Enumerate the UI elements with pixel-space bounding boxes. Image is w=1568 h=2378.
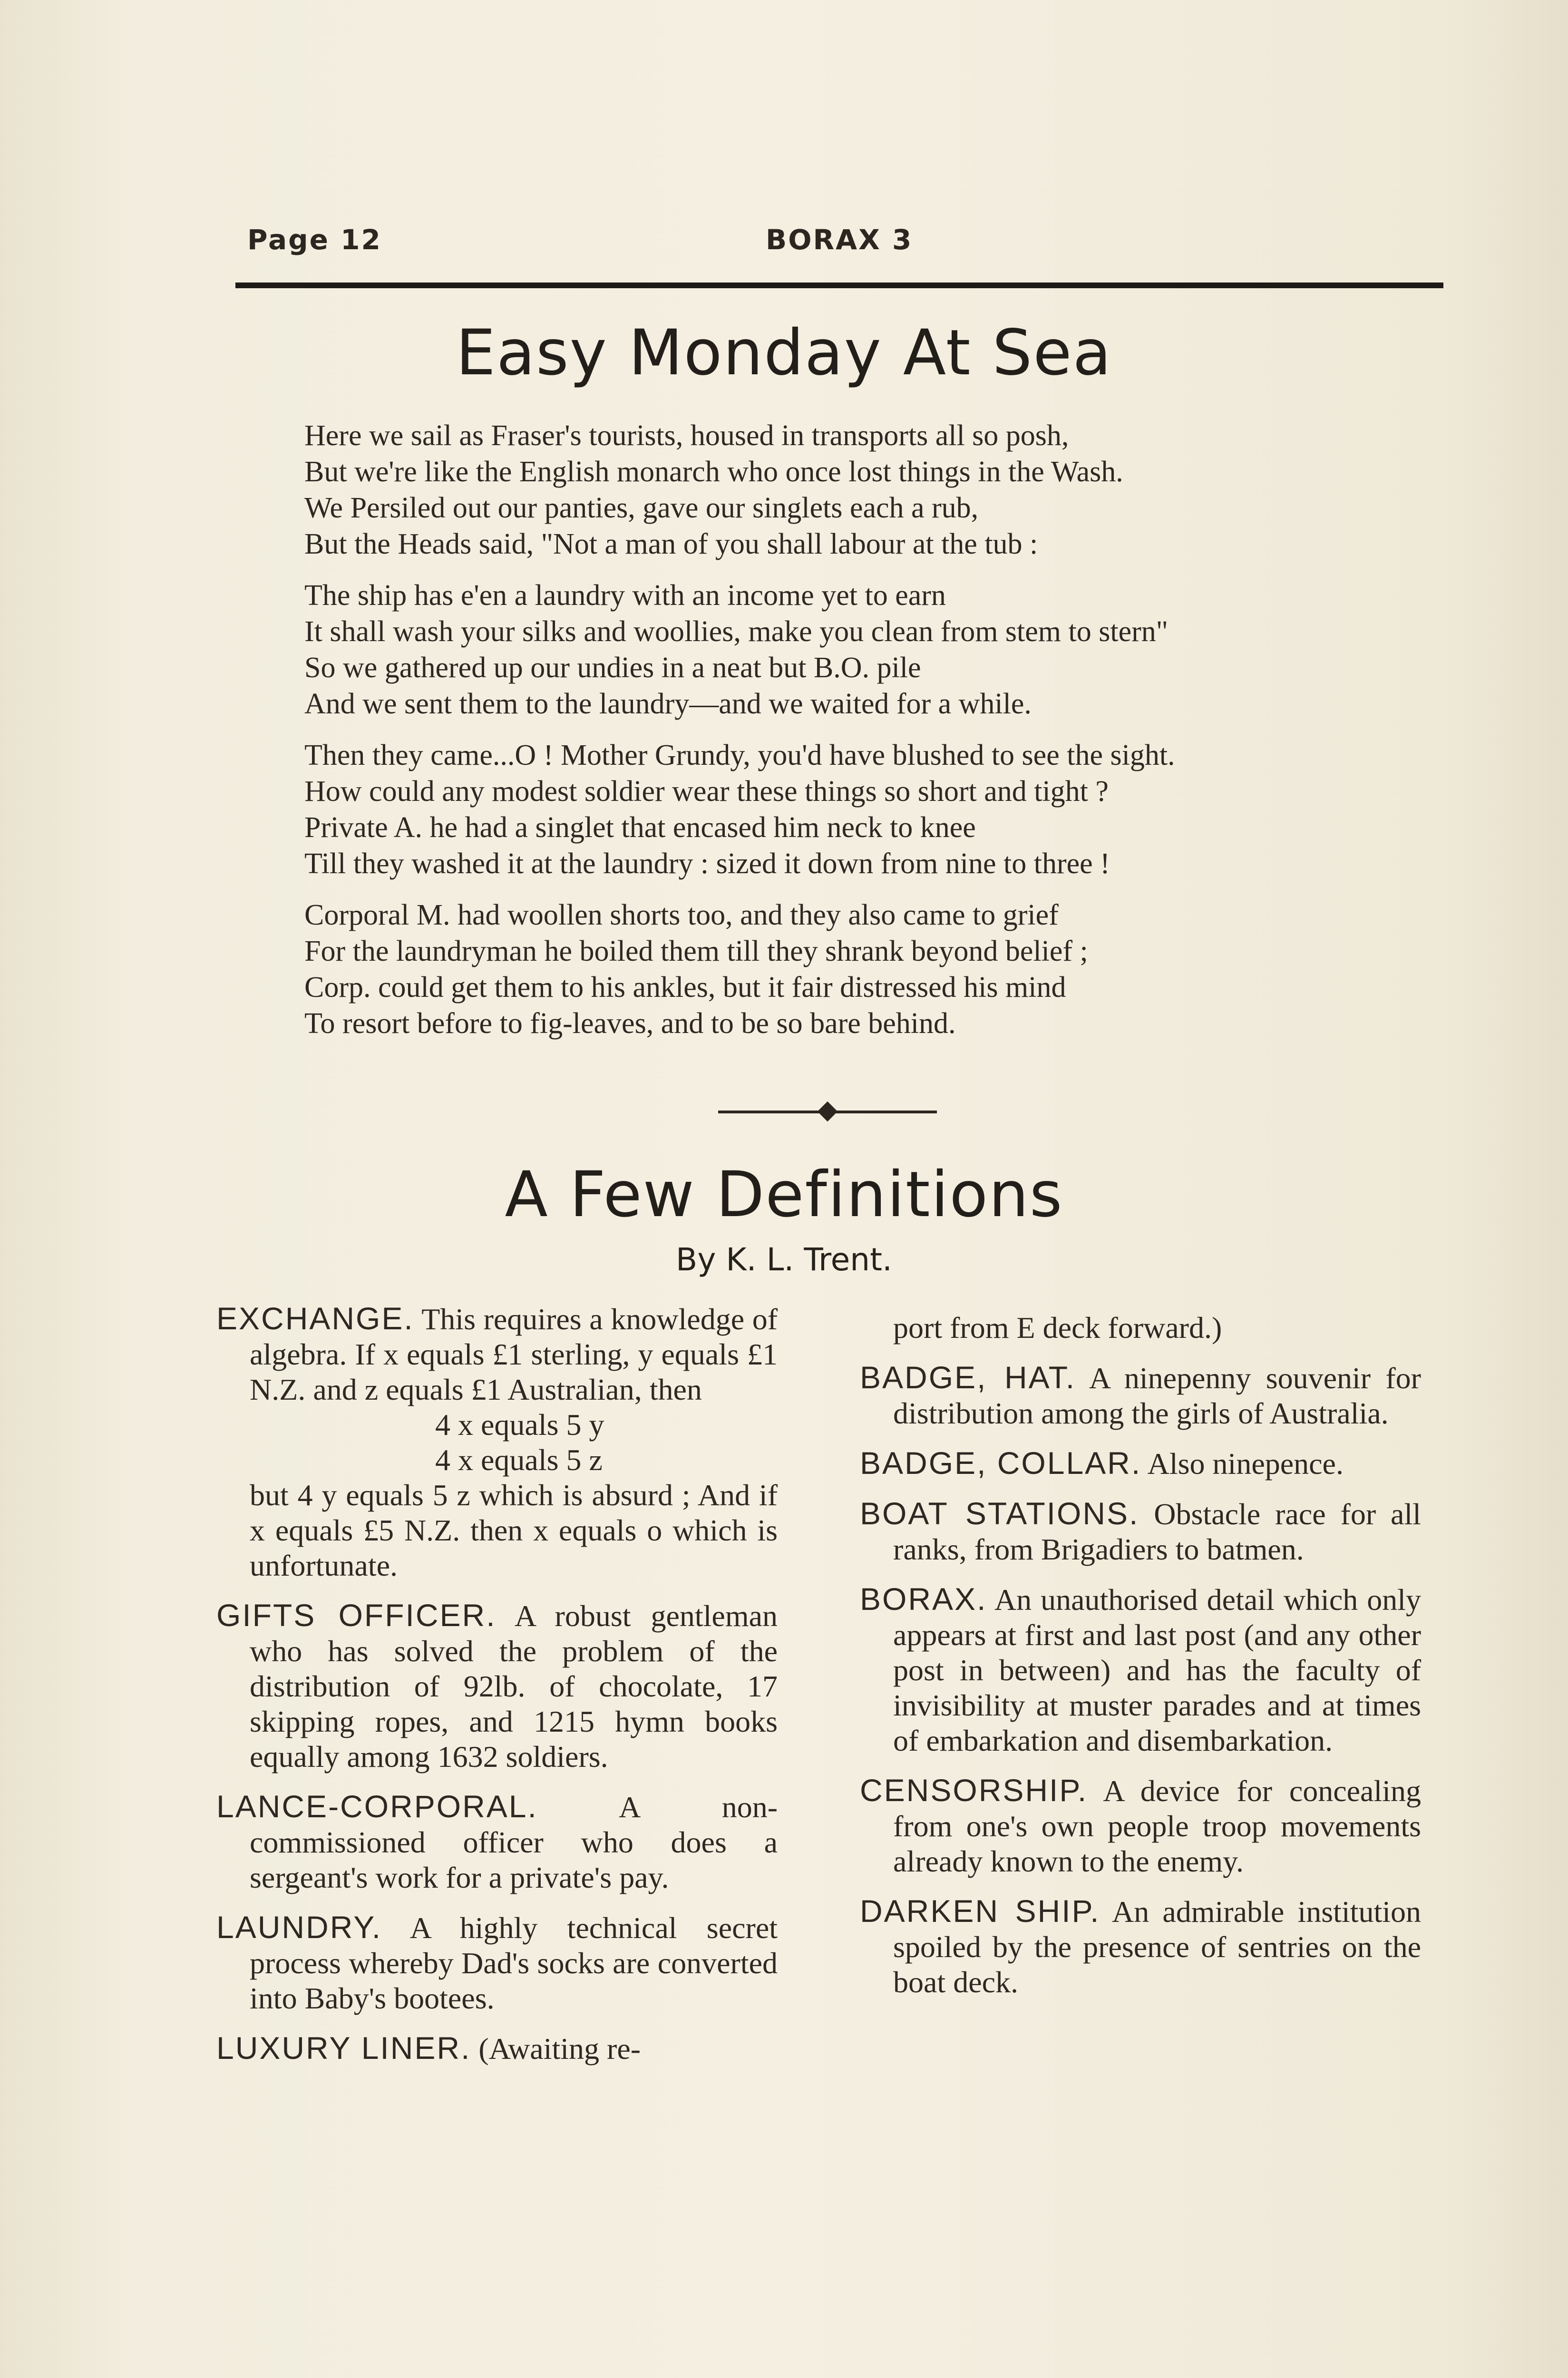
definition-entry [216, 2030, 778, 2066]
definition-entry [860, 1496, 1421, 1567]
poem-line: But we're like the English monarch who once lost things in the Wash. [304, 456, 1123, 488]
definition-entry [860, 1893, 1421, 2000]
definition-term: GIFTS OFFICER. [216, 1598, 497, 1633]
poem-line: So we gathered up our undies in a neat but B.O. pile [304, 652, 921, 684]
definition-entry [216, 1789, 778, 1895]
poem-line: To resort before to fig-leaves, and to be so bare behind. [304, 1007, 956, 1040]
poem-line: Corp. could get them to his ankles, but it fair distressed his mind [304, 971, 1066, 1004]
definition-entry [860, 1581, 1421, 1758]
math-line: 4 x equals 5 z [435, 1443, 603, 1477]
poem-line: We Persiled out our panties, gave our singlets each a rub, [304, 492, 979, 524]
poem-stanza [304, 577, 1455, 722]
definition-term: LAUNDRY. [216, 1910, 382, 1945]
definition-term: BADGE, HAT. [860, 1360, 1076, 1395]
definition-text: An admirable institution spoiled by the presence of sentries on the boat deck. [893, 1895, 1422, 1999]
definition-term: BADGE, COLLAR. [860, 1445, 1142, 1481]
definition-text: but 4 y equals 5 z which is absurd ; And if x equals £5 N.Z. then x equals o which is unfortunate. [250, 1478, 778, 1582]
poem-line: It shall wash your silks and woollies, make you clean from stem to stern" [304, 615, 1169, 648]
definition-entry [216, 1598, 778, 1774]
definition-entry [860, 1360, 1421, 1431]
definition-text: port from E deck forward.) [893, 1311, 1222, 1345]
poem-body [304, 418, 1455, 1057]
definition-text: (Awaiting re- [471, 2032, 641, 2066]
poem-line: The ship has e'en a laundry with an income yet to earn [304, 579, 946, 612]
byline: By K. L. Trent. [676, 1241, 892, 1278]
definition-text: This requires a knowledge of algebra. If x equals £1 sterling, y equals £1 N.Z. and z equals £1 Australian, then [250, 1302, 778, 1406]
poem-stanza [304, 418, 1455, 562]
poem-line: Corporal M. had woollen shorts too, and they also came to grief [304, 899, 1059, 931]
definition-text: A non-commissioned officer who does a sergeant's work for a private's pay. [250, 1790, 778, 1894]
definition-text: A ninepenny souvenir for distribution among the girls of Australia. [893, 1361, 1421, 1430]
definition-term: EXCHANGE. [216, 1301, 414, 1336]
definition-term: CENSORSHIP. [860, 1773, 1088, 1808]
magazine-title: BORAX 3 [766, 224, 913, 256]
divider-diamond-icon [818, 1101, 838, 1121]
poem-line: Then they came...O ! Mother Grundy, you'd have blushed to see the sight. [304, 739, 1175, 771]
definition-text: An unauthorised detail which only appears at first and last post (and any other post in between) and has the faculty of invisibility at muster parades and at times of embarkation and disembarkation. [893, 1583, 1421, 1757]
definition-term: BOAT STATIONS. [860, 1496, 1139, 1531]
poem-line: But the Heads said, "Not a man of you shall labour at the tub : [304, 528, 1038, 560]
definition-entry [216, 1407, 778, 1583]
poem-line: Here we sail as Fraser's tourists, housed in transports all so posh, [304, 419, 1069, 452]
poem-line: Till they washed it at the laundry : sized it down from nine to three ! [304, 848, 1110, 880]
definition-term: LANCE-CORPORAL. [216, 1789, 538, 1824]
definitions-title: A Few Definitions [505, 1158, 1063, 1231]
poem-stanza [304, 897, 1455, 1042]
definition-term: DARKEN SHIP. [860, 1893, 1101, 1929]
poem-stanza [304, 737, 1455, 882]
definition-text: Obstacle race for all ranks, from Brigadiers to batmen. [893, 1497, 1421, 1566]
poem-line: And we sent them to the laundry—and we waited for a while. [304, 688, 1032, 720]
page-number: Page 12 [247, 224, 382, 256]
definitions-right-column [860, 1310, 1421, 2014]
poem-title: Easy Monday At Sea [456, 316, 1112, 390]
page-header [247, 224, 1446, 262]
definition-term: LUXURY LINER. [216, 2030, 471, 2066]
definition-text: A device for concealing from one's own people troop movements already known to the enemy. [893, 1774, 1421, 1878]
definition-entry [860, 1773, 1421, 1879]
poem-line: For the laundryman he boiled them till they shrank beyond belief ; [304, 935, 1088, 967]
definition-entry [216, 1910, 778, 2016]
definition-entry [860, 1445, 1421, 1481]
poem-line: Private A. he had a singlet that encased him neck to knee [304, 811, 976, 844]
header-rule [235, 283, 1443, 288]
definitions-left-column [216, 1301, 778, 2081]
definition-entry [216, 1301, 778, 1407]
definition-term: BORAX. [860, 1581, 987, 1617]
math-line: 4 x equals 5 y [435, 1408, 604, 1442]
poem-line: How could any modest soldier wear these things so short and tight ? [304, 775, 1109, 808]
definition-text: Also ninepence. [1141, 1447, 1344, 1481]
definition-text: A robust gentleman who has solved the problem of the distribution of 92lb. of chocolate, 17 skipping ropes, and 1215 hymn books equally among 1632 soldiers. [250, 1599, 778, 1774]
definition-text: A highly technical secret process whereby Dad's socks are converted into Baby's bootees. [250, 1911, 778, 2015]
definition-entry [860, 1310, 1421, 1345]
